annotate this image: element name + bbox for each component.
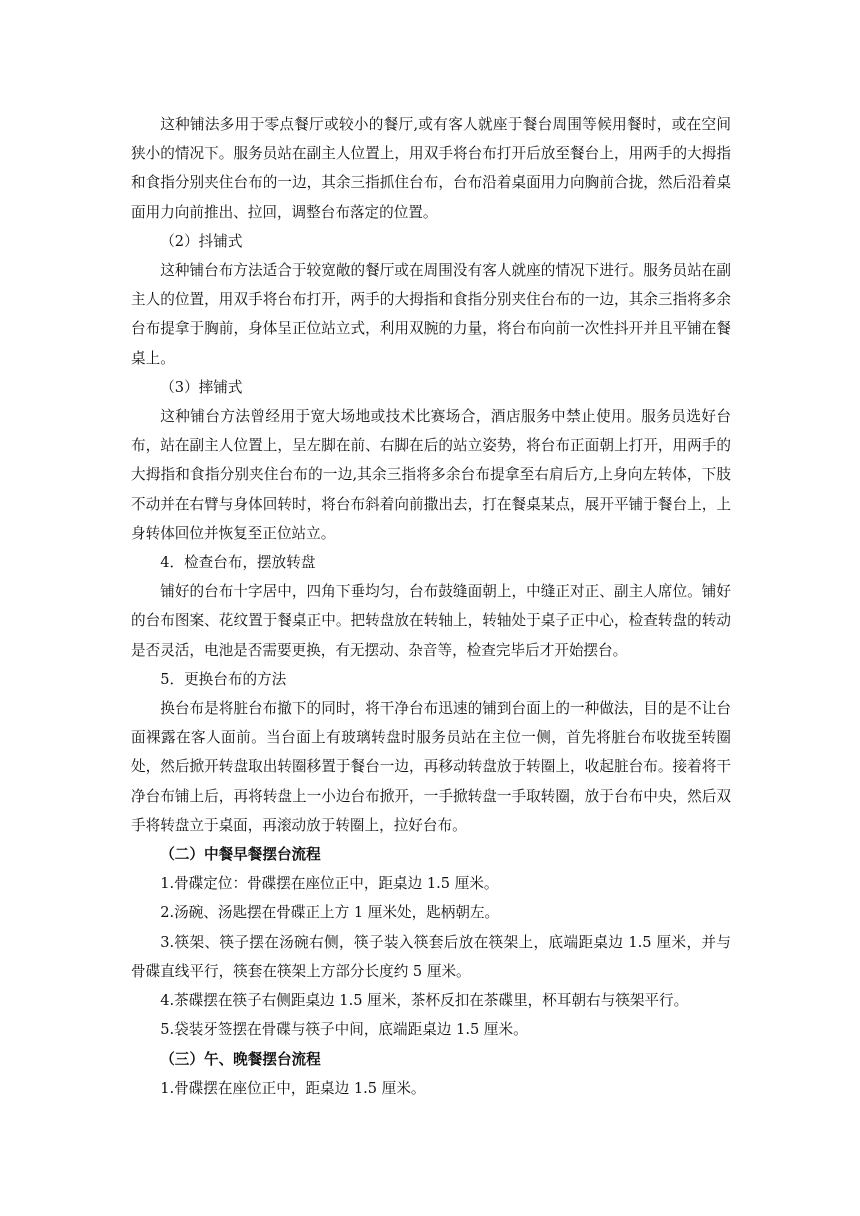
list-item-breakfast-2: 2.汤碗、汤匙摆在骨碟正上方 1 厘米处，匙柄朝左。 — [160, 904, 500, 922]
paragraph-check-tablecloth: 铺好的台布十字居中，四角下垂均匀，台布鼓缝面朝上，中缝正对正、副主人席位。铺好的台布图案、花纹置于餐桌正中。把转盘放在转轴上，转轴处于桌子正中心，检查转盘的转动是否灵活，电池是否需要更换，有无摆动、杂音等，检查完毕后才开始摆台。 — [131, 583, 731, 659]
paragraph-shake-method: 这种铺台布方法适合于较宽敞的餐厅或在周围没有客人就座的情况下进行。服务员站在副主人的位置，用双手将台布打开，两手的大拇指和食指分别夹住台布的一边，其余三指将多余台布提拿于胸前，身体呈正位站立式，利用双腕的力量，将台布向前一次性抖开并且平铺在餐桌上。 — [131, 262, 731, 367]
subheading-shake-method: （2）抖铺式 — [160, 232, 243, 250]
heading-check-tablecloth: 4．检查台布，摆放转盘 — [160, 554, 316, 572]
section-heading-breakfast: （二）中餐早餐摆台流程 — [160, 846, 321, 864]
paragraph-throw-method: 这种铺台方法曾经用于宽大场地或技术比赛场合，酒店服务中禁止使用。服务员选好台布，站在副主人位置上，呈左脚在前、右脚在后的站立姿势，将台布正面朝上打开，用两手的大拇指和食指分别夹住台布的一边,其余三指将多余台布提拿至右肩后方,上身向左转体，下肢不动并在右臂与身体回转时，将台布斜着向前撒出去，打在餐桌某点，展开平铺于餐台上，上身转体回位并恢复至正位站立。 — [131, 408, 731, 542]
subheading-throw-method: （3）摔铺式 — [160, 378, 243, 396]
heading-replace-tablecloth: 5．更换台布的方法 — [160, 670, 287, 688]
paragraph-scatter-method: 这种铺法多用于零点餐厅或较小的餐厅,或有客人就座于餐台周围等候用餐时，或在空间狭小的情况下。服务员站在副主人位置上，用双手将台布打开后放至餐台上，用两手的大拇指和食指分别夹住台布的一边，其余三指抓住台布，台布沿着桌面用力向胸前合拢，然后沿着桌面用力向前推出、拉回，调整台布落定的位置。 — [131, 116, 731, 221]
list-item-breakfast-4: 4.茶碟摆在筷子右侧距桌边 1.5 厘米，茶杯反扣在茶碟里，杯耳朝右与筷架平行。 — [160, 992, 689, 1010]
list-item-breakfast-3: 3.筷架、筷子摆在汤碗右侧，筷子装入筷套后放在筷架上，底端距桌边 1.5 厘米，并与骨碟直线平行，筷套在筷架上方部分长度约 5 厘米。 — [131, 933, 731, 980]
document-page — [131, 110, 731, 1103]
list-item-breakfast-1: 1.骨碟定位：骨碟摆在座位正中，距桌边 1.5 厘米。 — [160, 875, 499, 893]
section-heading-lunch-dinner: （三）午、晚餐摆台流程 — [160, 1050, 321, 1068]
list-item-breakfast-5: 5.袋装牙签摆在骨碟与筷子中间，底端距桌边 1.5 厘米。 — [160, 1021, 528, 1039]
list-item-lunch-dinner-1: 1.骨碟摆在座位正中，距桌边 1.5 厘米。 — [160, 1079, 426, 1097]
paragraph-replace-tablecloth: 换台布是将脏台布撤下的同时，将干净台布迅速的铺到台面上的一种做法，目的是不让台面裸露在客人面前。当台面上有玻璃转盘时服务员站在主位一侧，首先将脏台布收拢至转圈处，然后掀开转盘取出转圈移置于餐台一边，再移动转盘放于转圈上，收起脏台布。接着将干净台布铺上后，再将转盘上一小边台布掀开，一手掀转盘一手取转圈，放于台布中央，然后双手将转盘立于桌面，再滚动放于转圈上，拉好台布。 — [131, 700, 731, 834]
